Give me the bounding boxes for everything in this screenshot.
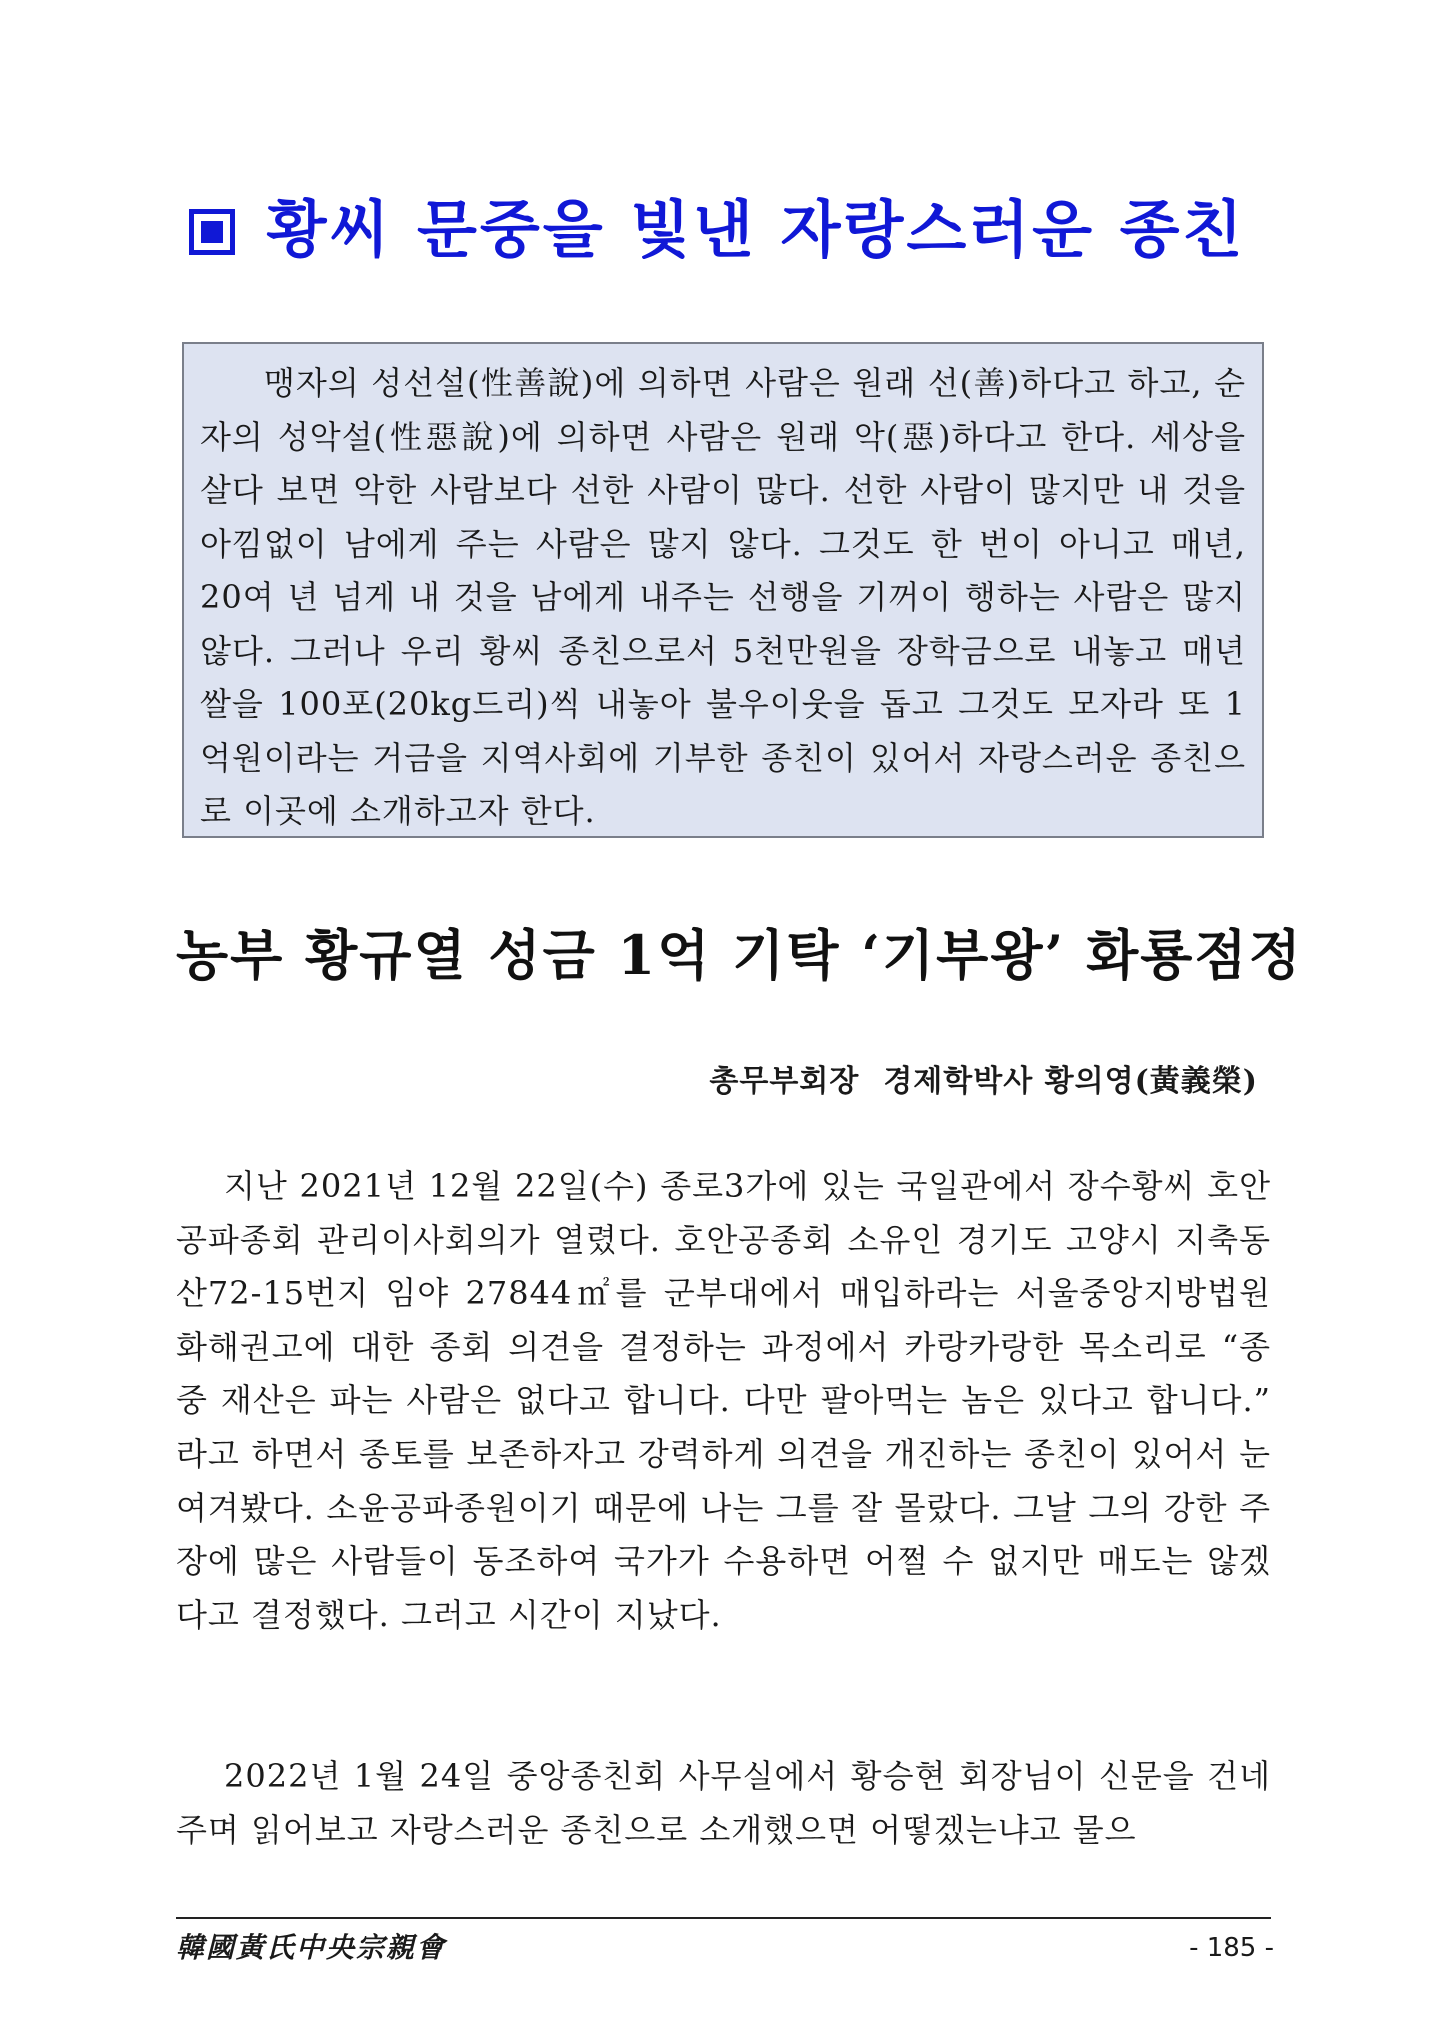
byline: [709, 1060, 1258, 1104]
section-title-text: 황씨 문중을 빛낸 자랑스러운 종친: [266, 193, 1246, 266]
body-paragraph: 지난 2021년 12월 22일(수) 종로3가에 있는 국일관에서 장수황씨 호안공파종회 관리이사회의가 열렸다. 호안공종회 소유인 경기도 고양시 지축동 산72-15번지 임야 27844㎡를 군부대에서 매입하라는 서울중앙지방법원 화해권고에 대한 종회 의견을 결정하는 과정에서 카랑카랑한 목소리로 “종중 재산은 파는 사람은 없다고 합니다. 다만 팔아먹는 놈은 있다고 합니다.” 라고 하면서 종토를 보존하자고 강력하게 의견을 개진하는 종친이 있어서 눈여겨봤다. 소윤공파종원이기 때문에 나는 그를 잘 몰랐다. 그날 그의 강한 주장에 많은 사람들이 동조하여 국가가 수용하면 어쩔 수 없지만 매도는 않겠다고 결정했다. 그러고 시간이 지났다.: [176, 1167, 1271, 1634]
body-paragraph: 2022년 1월 24일 중앙종친회 사무실에서 황승현 회장님이 신문을 건네주며 읽어보고 자랑스러운 종친으로 소개했으면 어떻겠는냐고 물으: [176, 1757, 1271, 1849]
intro-text: 맹자의 성선설(性善說)에 의하면 사람은 원래 선(善)하다고 하고, 순자의 성악설(性惡說)에 의하면 사람은 원래 악(惡)하다고 한다. 세상을 살다 보면 악한 사람보다 선한 사람이 많다. 선한 사람이 많지만 내 것을 아낌없이 남에게 주는 사람은 많지 않다. 그것도 한 번이 아니고 매년, 20여 년 넘게 내 것을 남에게 내주는 선행을 기꺼이 행하는 사람은 많지 않다. 그러나 우리 황씨 종친으로서 5천만원을 장학금으로 내놓고 매년 쌀을 100포(20kg드리)씩 내놓아 불우이웃을 돕고 그것도 모자라 또 1억원이라는 거금을 지역사회에 기부한 종친이 있어서 자랑스러운 종친으로 이곳에 소개하고자 한다.: [200, 364, 1246, 830]
footer-organization: 韓國黃氏中央宗親會: [176, 1931, 447, 1964]
filled-square-icon: [189, 209, 235, 255]
page-number: - 185 -: [1189, 1933, 1274, 1963]
byline-name: 경제학박사 황의영(黃義榮): [883, 1064, 1258, 1099]
section-title: [0, 185, 1434, 275]
byline-role: 총무부회장: [709, 1064, 860, 1099]
article-title: 농부 황규열 성금 1억 기탁 ‘기부왕’ 화룡점정: [176, 923, 1303, 987]
footer-divider: [176, 1917, 1271, 1919]
intro-box: [182, 342, 1264, 838]
